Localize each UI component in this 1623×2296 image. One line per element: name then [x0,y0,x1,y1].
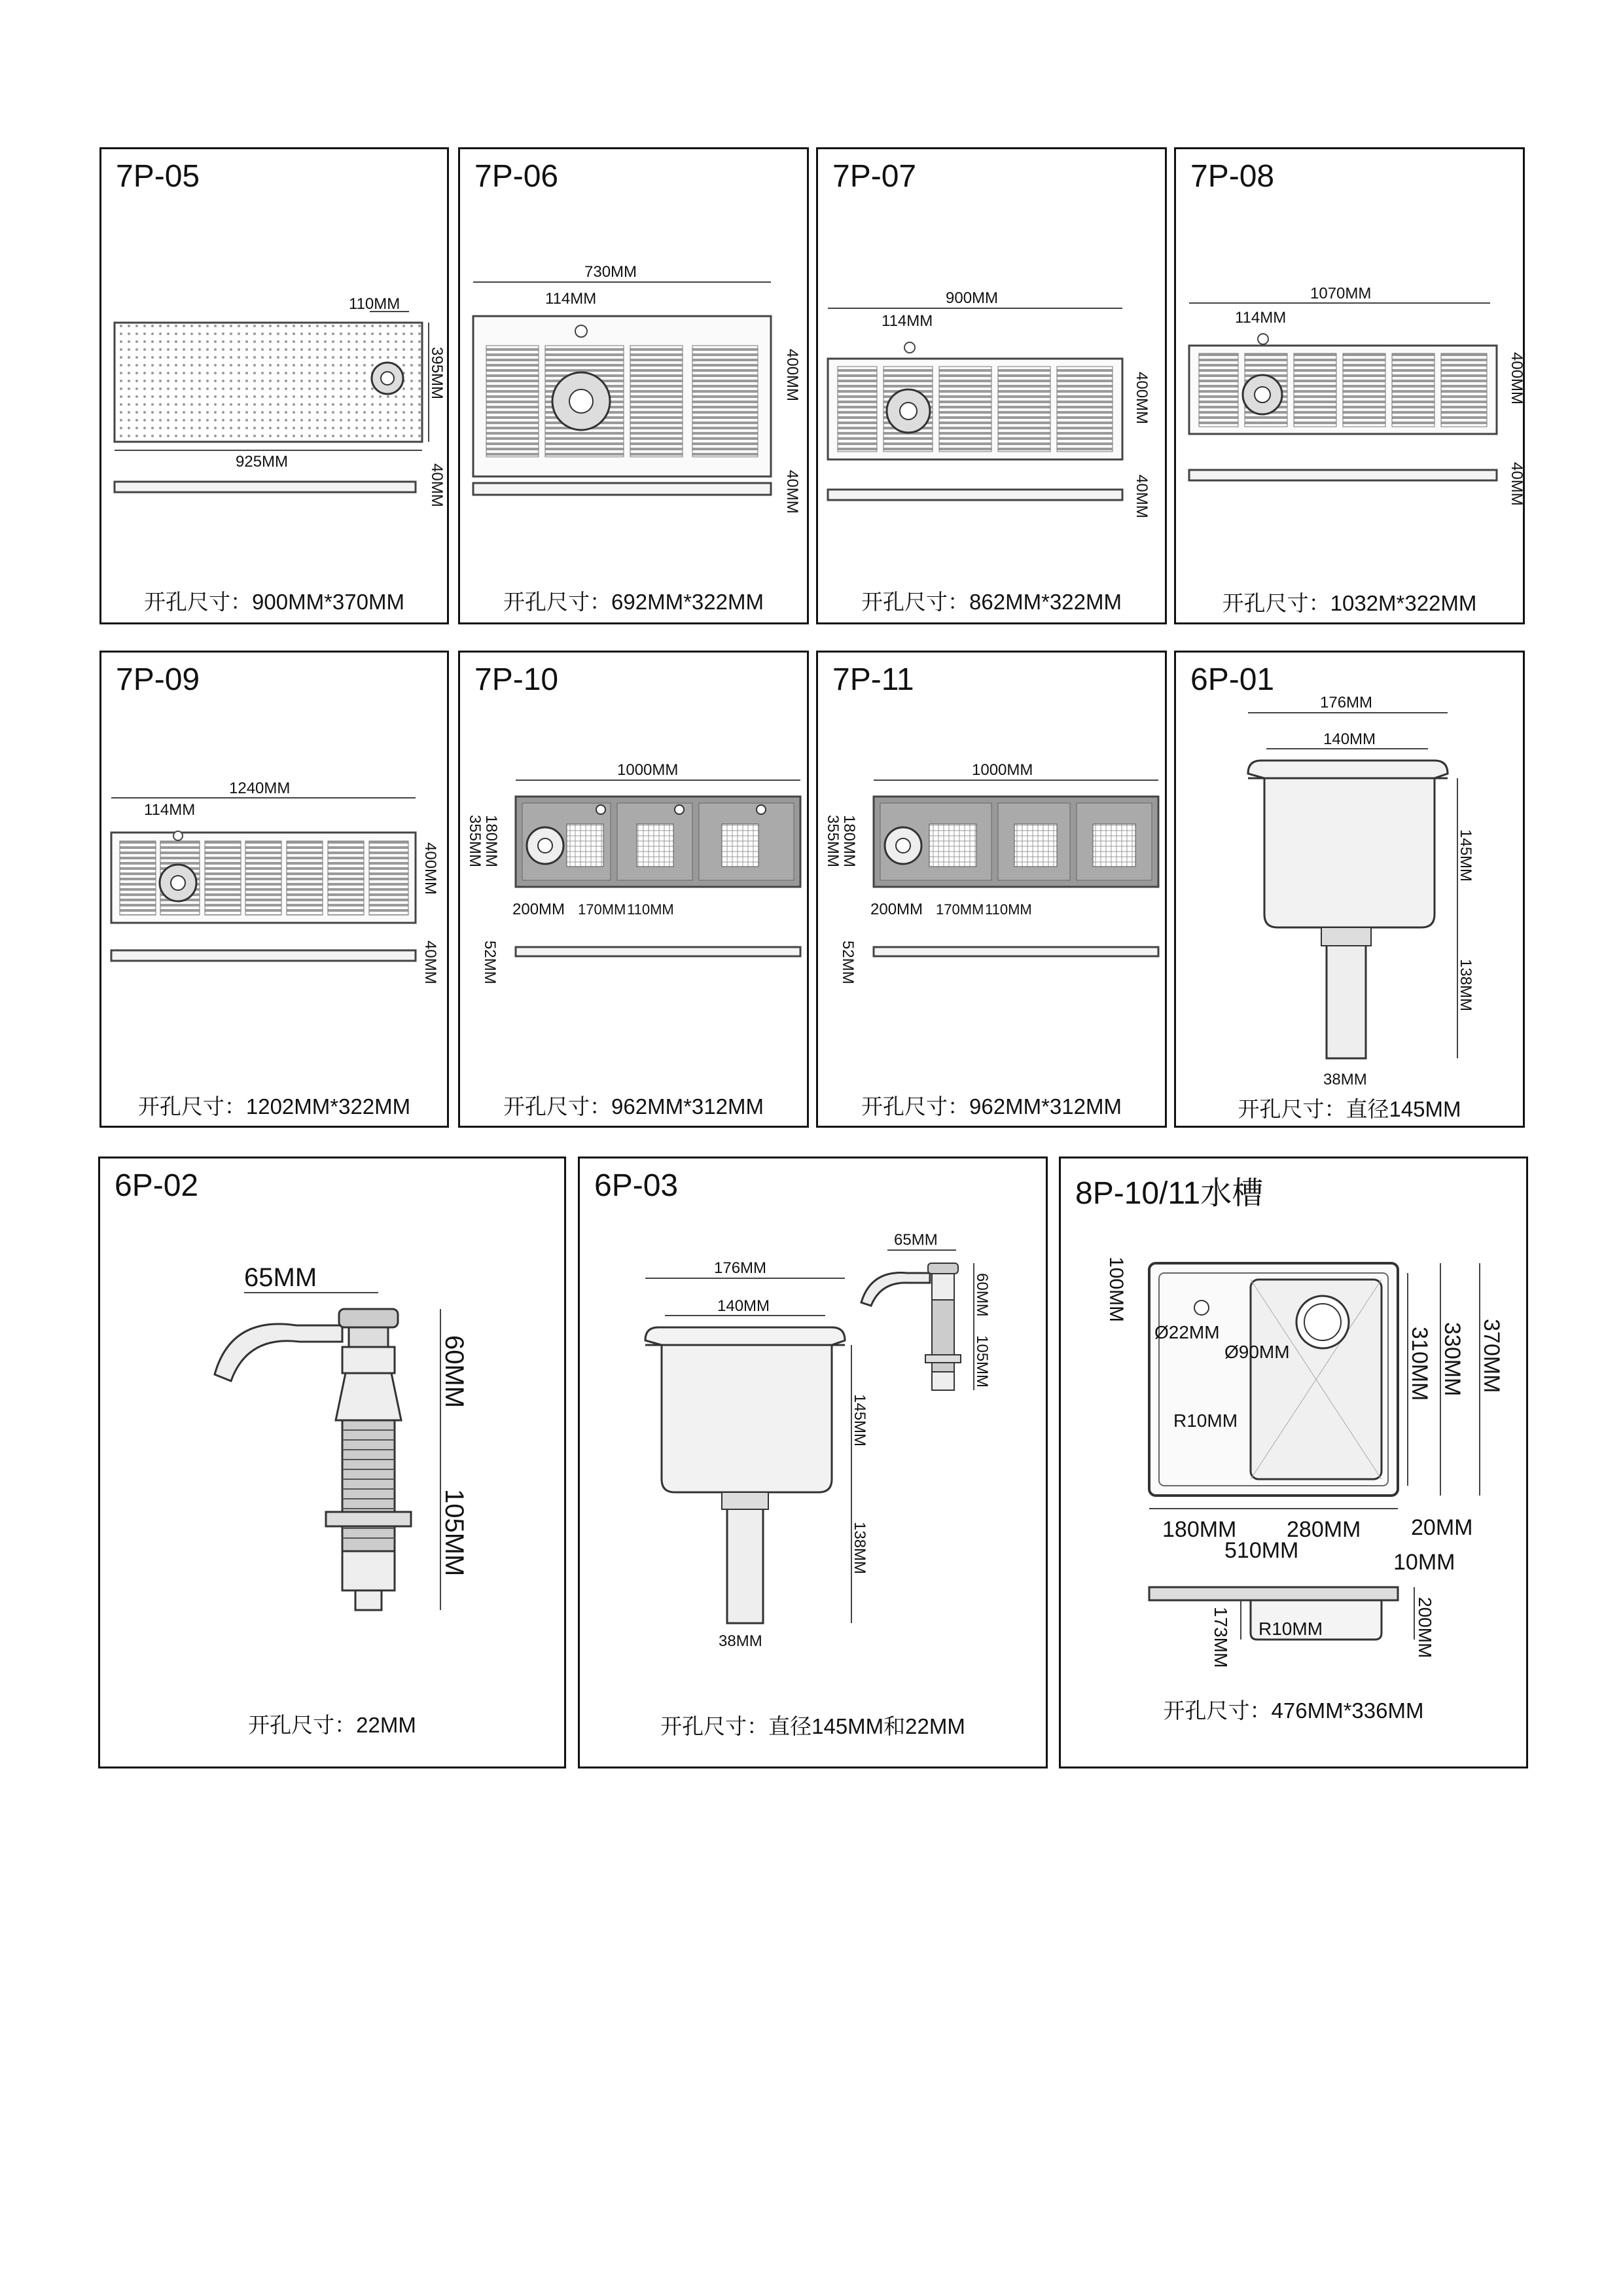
dim-w20: 20MM [1411,1515,1473,1540]
dim-h330: 330MM [1440,1322,1465,1397]
panel-title: 6P-03 [594,1168,679,1203]
dim-depth: 52MM [839,941,857,984]
dim-length: 1070MM [1310,285,1372,302]
dim-h370: 370MM [1479,1319,1504,1393]
dim-w10: 10MM [1393,1550,1455,1575]
drawing-7p-10 [460,653,811,1130]
dim-outer: 176MM [714,1259,767,1277]
panel-title: 7P-08 [1190,159,1275,194]
dim-w510: 510MM [1224,1538,1299,1563]
drawing-7p-06 [460,149,811,626]
panel-7p-10 [458,651,809,1128]
dim-drain: Ø90MM [1224,1342,1290,1362]
dim-inner: 140MM [717,1297,770,1315]
dim-a: 200MM [512,901,565,918]
dim-height: 395MM [428,347,446,400]
dim-length: 900MM [946,289,999,307]
dim-spout: 65MM [894,1231,938,1249]
dim-b: 170MM [578,901,626,918]
dim-depth: 40MM [421,941,439,984]
panel-title: 6P-01 [1190,662,1275,697]
dim-height: 355MM [466,815,484,868]
sink-side-rim [1149,1587,1398,1600]
dim-depth173: 173MM [1211,1607,1231,1668]
dim-c: 110MM [985,901,1032,918]
cut-size: 开孔尺寸：962MM*312MM [503,1094,764,1119]
cut-size: 开孔尺寸：900MM*370MM [144,590,404,614]
panel-6p-03 [578,1157,1048,1768]
panel-title: 7P-07 [832,159,917,194]
dim-pipe: 38MM [1323,1071,1367,1088]
drain-pipe [1327,927,1366,1058]
dim-inner: 140MM [1323,730,1376,748]
dim-length: 925MM [236,453,289,471]
panel-8p-10-11 [1059,1157,1528,1768]
panel-title: 7P-10 [474,662,559,697]
dim-b: 170MM [936,901,984,918]
dim-height: 400MM [421,842,439,895]
dim-inner: 180MM [482,815,500,868]
dim-length: 1000MM [972,761,1033,779]
panel-6p-01 [1174,651,1525,1128]
dim-cup: 145MM [851,1394,868,1447]
panel-6p-02 [98,1157,566,1768]
panel-title: 6P-02 [115,1168,199,1203]
panel-title: 7P-06 [474,159,559,194]
drawing-8p-10-11 [1061,1158,1530,1770]
panel-title: 8P-10/11水槽 [1075,1176,1264,1211]
dim-w280: 280MM [1287,1517,1361,1542]
tray-side-view [115,482,416,492]
panel-title: 7P-11 [832,662,914,697]
drain-pipe [727,1492,763,1623]
dim-radius: R10MM [1173,1410,1238,1431]
dim-hole: 114MM [1235,309,1287,327]
panel-7p-07 [816,147,1167,624]
cut-size: 开孔尺寸：862MM*322MM [861,590,1122,614]
cut-size: 开孔尺寸：1202MM*322MM [137,1094,411,1119]
panel-7p-05 [99,147,449,624]
cup-body [1248,761,1448,927]
dim-cup: 145MM [1457,829,1474,882]
dim-a: 200MM [870,901,923,918]
cut-size: 开孔尺寸：22MM [248,1713,416,1737]
dim-length: 1000MM [617,761,679,779]
cup-body [645,1327,845,1492]
cut-size: 开孔尺寸：1032M*322MM [1222,591,1477,615]
cut-size: 开孔尺寸：692MM*322MM [503,590,764,614]
drawing-7p-11 [818,653,1169,1130]
tray-side-view [473,483,771,495]
panel-title: 7P-09 [116,662,200,697]
dim-outer: 176MM [1320,694,1373,711]
dim-radius2: R10MM [1258,1619,1323,1639]
cut-size: 开孔尺寸：962MM*312MM [861,1094,1122,1119]
cut-size: 开孔尺寸：直径145MM和22MM [660,1714,965,1738]
dim-hole: 114MM [882,312,933,330]
dim-hole: 114MM [144,801,196,819]
dim-height: 400MM [1508,352,1525,405]
panel-title: 7P-05 [116,159,200,194]
dim-length: 730MM [584,263,637,281]
panel-7p-08 [1174,147,1525,624]
drawing-7p-09 [101,653,451,1130]
dim-top: 60MM [973,1273,991,1317]
dim-inner: 180MM [840,815,858,868]
dim-spout: 65MM [244,1263,317,1292]
drawing-7p-08 [1176,149,1527,626]
panel-7p-11 [816,651,1167,1128]
dim-hole: 114MM [545,290,597,308]
dim-w180: 180MM [1162,1517,1237,1542]
drawing-7p-07 [818,149,1169,626]
dim-c: 110MM [627,901,674,918]
spout-icon [215,1324,342,1381]
panel-7p-06 [458,147,809,624]
faucet-hole-icon [1194,1300,1209,1315]
drawing-7p-05 [101,149,451,626]
dim-drain: 138MM [851,1522,868,1575]
dim-height: 400MM [1133,372,1150,425]
dim-bottom: 105MM [440,1489,469,1577]
dim-hole: 110MM [349,295,401,313]
dim-height: 400MM [783,349,801,402]
dim-depth: 40MM [1133,475,1150,518]
dim-depth: 52MM [481,941,499,984]
cut-size: 开孔尺寸：直径145MM [1238,1097,1461,1121]
drawing-6p-01 [1176,653,1527,1130]
dim-top: 100MM [1105,1257,1127,1323]
drawing-6p-03 [580,1158,1050,1770]
dim-pipe: 38MM [719,1632,762,1650]
tray-side-view [1189,470,1497,480]
panel-7p-09 [99,651,449,1128]
dim-h310: 310MM [1407,1327,1432,1401]
dim-top: 60MM [440,1335,469,1408]
dim-height: 355MM [824,815,842,868]
dim-drain: 138MM [1457,959,1474,1012]
dim-bottom: 105MM [973,1335,991,1388]
drawing-6p-02 [100,1158,568,1770]
spout-icon [861,1273,930,1306]
dim-length: 1240MM [229,780,291,797]
dim-depth200: 200MM [1415,1597,1435,1659]
tray-side-view [828,490,1122,500]
cut-size: 开孔尺寸：476MM*336MM [1163,1698,1424,1723]
tray-side-view [874,947,1158,956]
dim-depth: 40MM [783,470,801,514]
dim-depth: 40MM [428,463,446,507]
dim-depth: 40MM [1508,462,1525,506]
tray-side-view [111,950,416,961]
dim-hole: Ø22MM [1154,1322,1220,1342]
tray-side-view [516,947,800,956]
